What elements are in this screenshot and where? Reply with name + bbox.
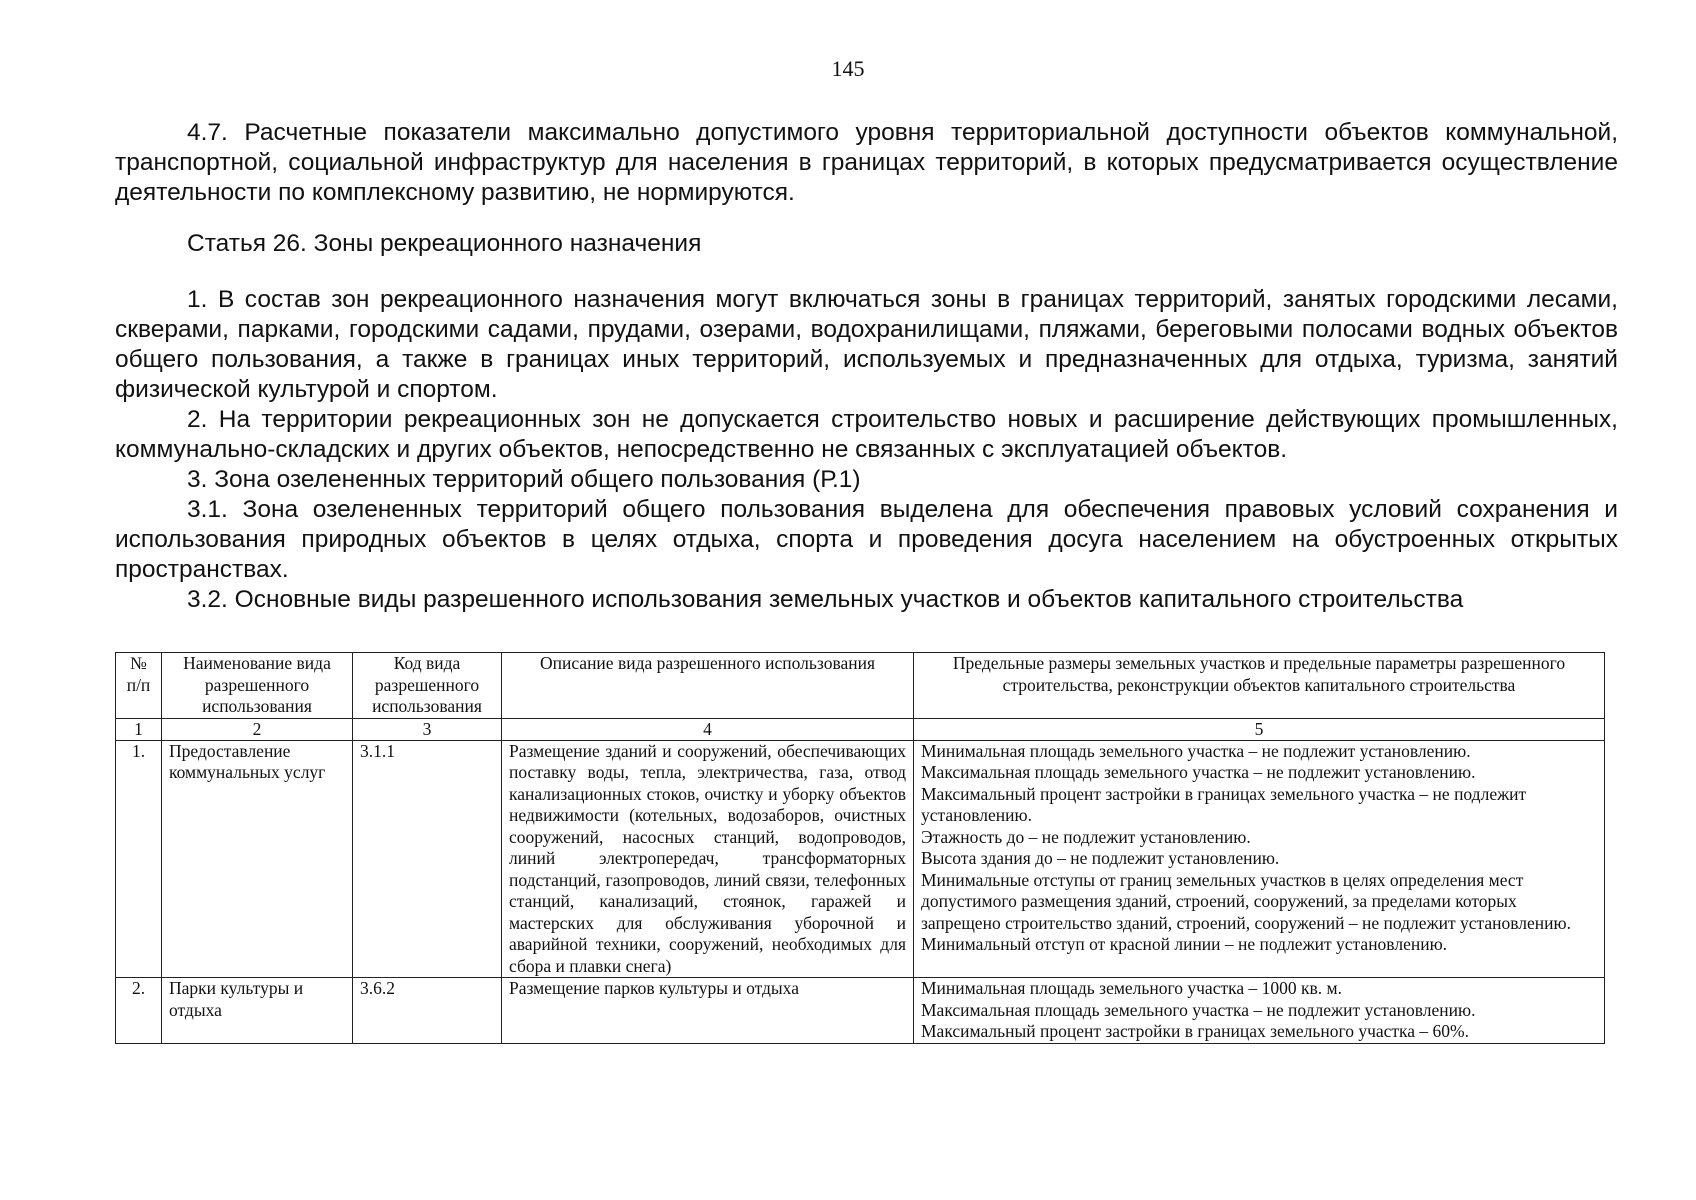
limit-line: Минимальные отступы от границ земельных участков в целях определения мест допустимого размещения зданий, строений, сооружений, за пределами которых запрещено строительство зданий, строений, сооружений – не подлежит установлению. bbox=[921, 869, 1571, 933]
row-name: Парки культуры и отдыха bbox=[162, 978, 353, 1044]
column-number-row bbox=[116, 718, 1605, 740]
land-use-table bbox=[115, 652, 1605, 1044]
row-limits bbox=[914, 740, 1605, 978]
paragraph-3: 3. Зона озелененных территорий общего пользования (Р.1) bbox=[187, 466, 861, 493]
column-number: 4 bbox=[502, 718, 914, 740]
paragraph-2: 2. На территории рекреационных зон не допускается строительство новых и расширение действующих промышленных, коммунально-складских и других объектов, непосредственно не связанных с эксплуатацией объектов. bbox=[115, 406, 1618, 463]
table-row bbox=[116, 978, 1605, 1044]
column-number: 5 bbox=[914, 718, 1605, 740]
row-number: 1. bbox=[116, 740, 162, 978]
header-num: № п/п bbox=[116, 653, 162, 719]
row-limits bbox=[914, 978, 1605, 1044]
limit-line: Максимальный процент застройки в границах земельного участка – не подлежит установлению. bbox=[921, 783, 1527, 825]
header-description: Описание вида разрешенного использования bbox=[502, 653, 914, 719]
row-name: Предоставление коммунальных услуг bbox=[162, 740, 353, 978]
paragraph-4-7: 4.7. Расчетные показатели максимально допустимого уровня территориальной доступности объектов коммунальной, транспортной, социальной инфраструктур для населения в границах территорий, в которых предусматривается осуществление деятельности по комплексному развитию, не нормируются. bbox=[115, 119, 1618, 206]
row-code: 3.6.2 bbox=[353, 978, 502, 1044]
row-description: Размещение парков культуры и отдыха bbox=[502, 978, 914, 1044]
paragraph-3-2: 3.2. Основные виды разрешенного использования земельных участков и объектов капитального строительства bbox=[187, 586, 1464, 613]
limit-line: Максимальный процент застройки в границах земельного участка – 60%. bbox=[921, 1021, 1470, 1041]
header-name: Наименование вида разрешенного использования bbox=[162, 653, 353, 719]
header-code: Код вида разрешенного использования bbox=[353, 653, 502, 719]
row-description: Размещение зданий и сооружений, обеспечивающих поставку воды, тепла, электричества, газа, отвод канализационных стоков, очистку и уборку объектов недвижимости (котельных, водозаборов, очистных сооружений, насосных станций, водопроводов, линий электропередач, трансформаторных подстанций, газопроводов, линий связи, телефонных станций, канализаций, стоянок, гаражей и мастерских для обслуживания уборочной и аварийной техники, сооружений, необходимых для сбора и плавки снега) bbox=[502, 740, 914, 978]
article-title: Статья 26. Зоны рекреационного назначения bbox=[187, 230, 702, 257]
limit-line: Высота здания до – не подлежит установлению. bbox=[921, 848, 1280, 868]
table-row bbox=[116, 740, 1605, 978]
paragraph-3-1: 3.1. Зона озелененных территорий общего пользования выделена для обеспечения правовых условий сохранения и использования природных объектов в целях отдыха, спорта и проведения досуга населением на обустроенных открытых пространствах. bbox=[115, 496, 1618, 583]
page-number: 145 bbox=[831, 56, 865, 81]
column-number: 3 bbox=[353, 718, 502, 740]
limit-line: Минимальная площадь земельного участка – 1000 кв. м. bbox=[921, 978, 1342, 998]
document-body bbox=[115, 118, 1618, 615]
table-header-row bbox=[116, 653, 1605, 719]
column-number: 2 bbox=[162, 718, 353, 740]
limit-line: Максимальная площадь земельного участка – не подлежит установлению. bbox=[921, 999, 1476, 1020]
column-number: 1 bbox=[116, 718, 162, 740]
limit-line: Минимальная площадь земельного участка – не подлежит установлению. bbox=[921, 740, 1471, 761]
row-number: 2. bbox=[116, 978, 162, 1044]
row-code: 3.1.1 bbox=[353, 740, 502, 978]
header-limits: Предельные размеры земельных участков и предельные параметры разрешенного строительства, реконструкции объектов капитального строительства bbox=[914, 653, 1605, 719]
limit-line: Этажность до – не подлежит установлению. bbox=[921, 826, 1251, 847]
paragraph-1: 1. В состав зон рекреационного назначения могут включаться зоны в границах территорий, занятых городскими лесами, скверами, парками, городскими садами, прудами, озерами, водохранилищами, пляжами, береговыми полосами водных объектов общего пользования, а также в границах иных территорий, используемых и предназначенных для отдыха, туризма, занятий физической культурой и спортом. bbox=[115, 286, 1618, 403]
limit-line: Максимальная площадь земельного участка – не подлежит установлению. bbox=[921, 762, 1476, 782]
limit-line: Минимальный отступ от красной линии – не подлежит установлению. bbox=[921, 934, 1448, 954]
